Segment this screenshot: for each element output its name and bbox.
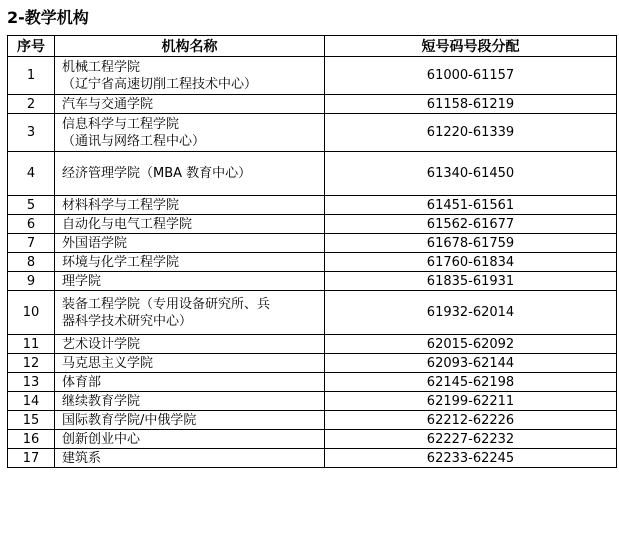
institution-name-line: 建筑系: [62, 450, 102, 466]
table-row: [8, 373, 617, 392]
institution-name: [55, 449, 325, 468]
institution-name: [55, 392, 325, 411]
institution-name-line: 国际教育学院/中俄学院: [62, 412, 197, 428]
row-number: 4: [8, 152, 55, 196]
table-row: [8, 411, 617, 430]
table-row: [8, 430, 617, 449]
number-range: 62015-62092: [325, 335, 617, 354]
institution-name: [55, 114, 325, 152]
row-number: 11: [8, 335, 55, 354]
institution-name-line: 艺术设计学院: [62, 336, 141, 352]
row-number: 1: [8, 57, 55, 95]
institution-name-line: 继续教育学院: [62, 393, 141, 409]
institution-name: [55, 196, 325, 215]
row-number: 10: [8, 291, 55, 335]
number-range: 62199-62211: [325, 392, 617, 411]
row-number: 7: [8, 234, 55, 253]
number-range: 62233-62245: [325, 449, 617, 468]
row-number: 9: [8, 272, 55, 291]
institution-name: [55, 215, 325, 234]
institution-name: [55, 335, 325, 354]
table-header: [8, 36, 617, 57]
row-number: 13: [8, 373, 55, 392]
table-row: [8, 392, 617, 411]
row-number: 8: [8, 253, 55, 272]
number-range: 62212-62226: [325, 411, 617, 430]
row-number: 5: [8, 196, 55, 215]
table-row: [8, 253, 617, 272]
institution-name-line: 信息科学与工程学院: [62, 116, 180, 132]
header-no: 序号: [8, 36, 55, 57]
institution-name: [55, 95, 325, 114]
institution-name: [55, 272, 325, 291]
table-row: [8, 354, 617, 373]
row-number: 12: [8, 354, 55, 373]
table-body: [8, 57, 617, 468]
institution-name: [55, 57, 325, 95]
institution-name: [55, 291, 325, 335]
institution-name-line: 理学院: [62, 273, 102, 289]
row-number: 17: [8, 449, 55, 468]
institution-name: [55, 234, 325, 253]
header-range: 短号码号段分配: [325, 36, 617, 57]
institution-name: [55, 354, 325, 373]
institution-name-line: 马克思主义学院: [62, 355, 154, 371]
number-range: 62227-62232: [325, 430, 617, 449]
institution-name-line: 经济管理学院（MBA 教育中心）: [62, 166, 252, 181]
institution-name: [55, 152, 325, 196]
institution-name-line: 材料科学与工程学院: [62, 197, 180, 213]
table-row: [8, 57, 617, 95]
section-title: 2-教学机构: [7, 8, 89, 27]
table-row: [8, 291, 617, 335]
institution-name-line: 体育部: [62, 374, 102, 390]
number-range: 61451-61561: [325, 196, 617, 215]
institution-name-line: 装备工程学院（专用设备研究所、兵: [62, 296, 271, 312]
institution-name: [55, 411, 325, 430]
institution-name-line: 机械工程学院: [62, 59, 141, 75]
number-range: 61562-61677: [325, 215, 617, 234]
number-range: 61340-61450: [325, 152, 617, 196]
header-name: 机构名称: [55, 36, 325, 57]
number-range: 62145-62198: [325, 373, 617, 392]
header-row: [8, 36, 617, 57]
table-row: [8, 272, 617, 291]
table-row: [8, 152, 617, 196]
number-range: 61932-62014: [325, 291, 617, 335]
table-row: [8, 95, 617, 114]
institution-name: [55, 430, 325, 449]
institution-name-line: 汽车与交通学院: [62, 96, 154, 112]
table-row: [8, 215, 617, 234]
institution-name: [55, 253, 325, 272]
institution-table: [7, 35, 617, 468]
number-range: 62093-62144: [325, 354, 617, 373]
row-number: 14: [8, 392, 55, 411]
number-range: 61678-61759: [325, 234, 617, 253]
institution-name-line: （通讯与网络工程中心）: [62, 133, 206, 149]
number-range: 61000-61157: [325, 57, 617, 95]
row-number: 16: [8, 430, 55, 449]
number-range: 61158-61219: [325, 95, 617, 114]
number-range: 61220-61339: [325, 114, 617, 152]
table-row: [8, 335, 617, 354]
institution-name-line: 创新创业中心: [62, 431, 141, 447]
institution-name-line: 器科学技术研究中心）: [62, 313, 193, 329]
row-number: 3: [8, 114, 55, 152]
row-number: 2: [8, 95, 55, 114]
institution-name: [55, 373, 325, 392]
table-row: [8, 196, 617, 215]
institution-name-line: 环境与化学工程学院: [62, 254, 180, 270]
table-row: [8, 114, 617, 152]
institution-name-line: 外国语学院: [62, 235, 128, 251]
number-range: 61760-61834: [325, 253, 617, 272]
row-number: 6: [8, 215, 55, 234]
institution-name-line: （辽宁省高速切削工程技术中心）: [62, 76, 258, 92]
number-range: 61835-61931: [325, 272, 617, 291]
table-row: [8, 234, 617, 253]
row-number: 15: [8, 411, 55, 430]
table-row: [8, 449, 617, 468]
institution-name-line: 自动化与电气工程学院: [62, 216, 193, 232]
